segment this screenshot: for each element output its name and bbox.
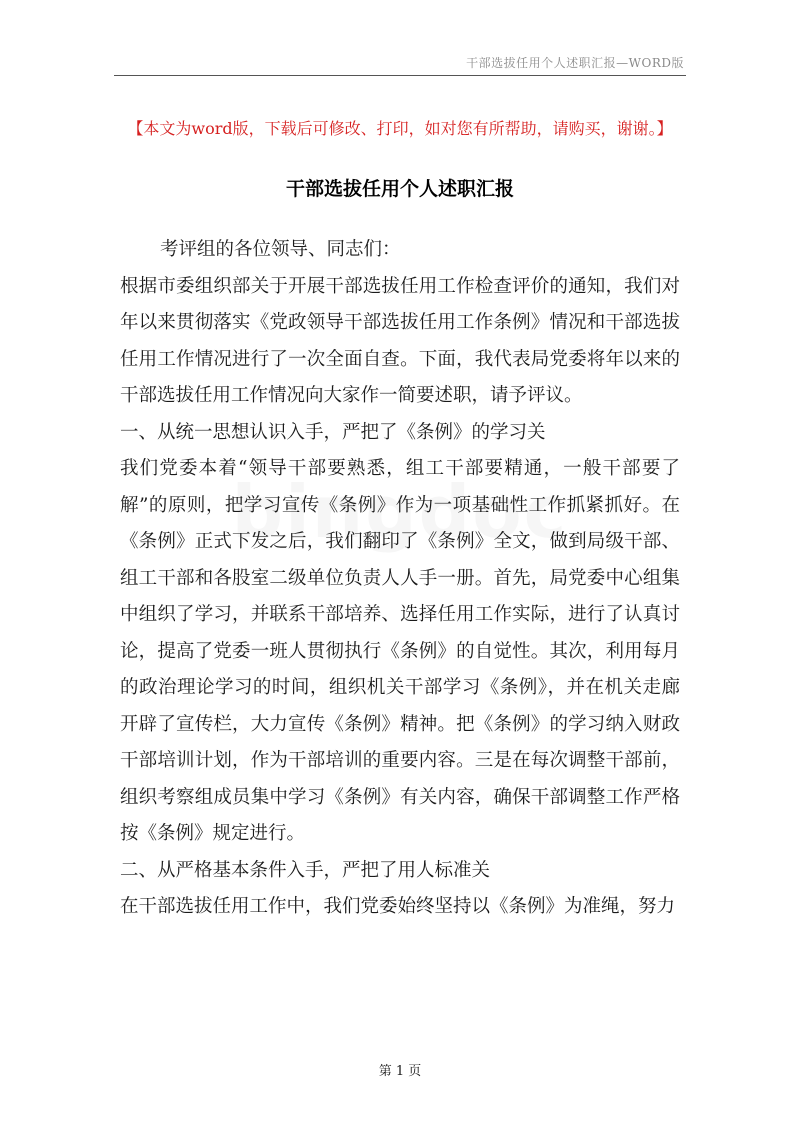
paragraph-standards: 在干部选拔任用工作中，我们党委始终坚持以《条例》为准绳，努力 — [120, 896, 676, 917]
paragraph-study: 我们党委本着“领导干部要熟悉，组工干部要精通，一般干部要了解”的原则，把学习宣传《条例》作为一项基础性工作抓紧抓好。在《条例》正式下发之后，我们翻印了《条例》全文，做到局级干部、组工干部和各股室二级单位负责人人手一册。首先，局党委中心组集中组织了学习，并联系干部培养、选择任用工作实际，进行了认真讨论，提高了党委一班人贯彻执行《条例》的自觉性。其次，利用每月的政治理论学习的时间，组织机关干部学习《条例》，并在机关走廊开辟了宣传栏，大力宣传《条例》精神。把《条例》的学习纳入财政干部培训计划，作为干部培训的重要内容。三是在每次调整干部前，组织考察组成员集中学习《条例》有关内容，确保干部调整工作严格按《条例》规定进行。 — [120, 458, 680, 844]
running-header: 干部选拔任用个人述职汇报—WORD版 — [466, 56, 684, 70]
section-heading-2: 二、从严格基本条件入手，严把了用人标准关 — [120, 859, 491, 881]
document-body — [120, 232, 680, 926]
download-notice: 【本文为word版，下载后可修改、打印，如对您有所帮助，请购买，谢谢。】 — [127, 119, 673, 138]
section-heading-1: 一、从统一思想认识入手，严把了《条例》的学习关 — [120, 421, 546, 443]
page-number: 第 1 页 — [378, 1064, 422, 1079]
greeting: 考评组的各位领导、同志们： — [160, 239, 401, 260]
paragraph-intro: 根据市委组织部关于开展干部选拔任用工作检查评价的通知，我们对年以来贯彻落实《党政领导干部选拔任用工作条例》情况和干部选拔任用工作情况进行了一次全面自查。下面，我代表局党委将年以来的干部选拔任用工作情况向大家作一简要述职，请予评议。 — [120, 275, 680, 406]
header-divider — [114, 75, 686, 76]
document-title: 干部选拔任用个人述职汇报 — [285, 178, 514, 200]
